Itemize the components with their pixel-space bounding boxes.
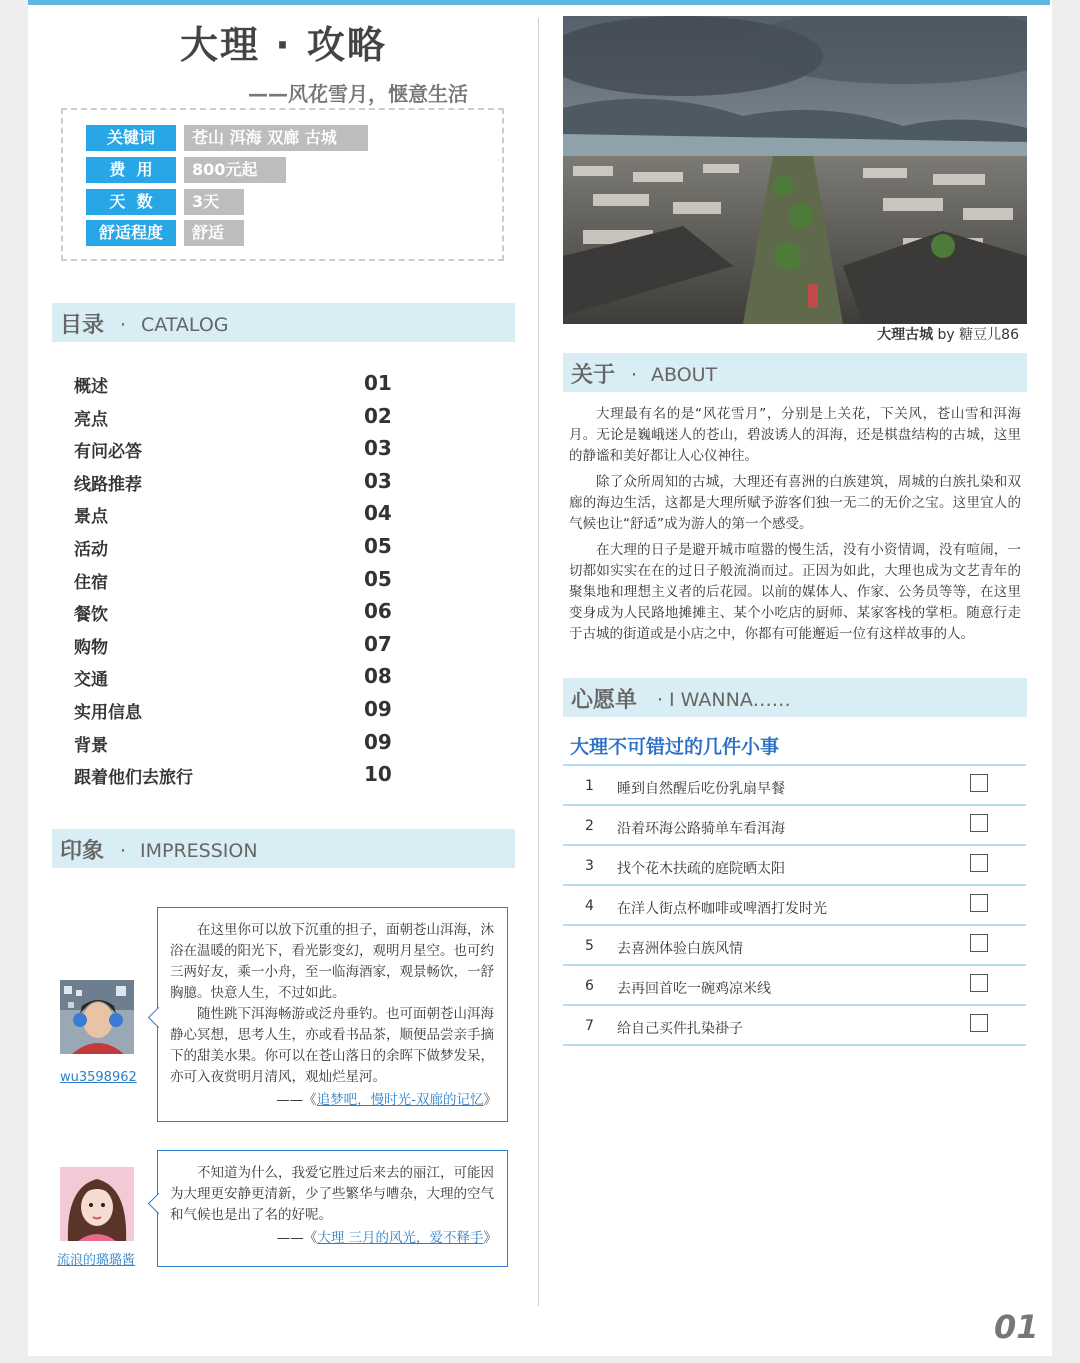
wishlist-row-number: 4	[585, 898, 594, 914]
about-paragraph: 大理最有名的是“风花雪月”，分别是上关花，下关风，苍山雪和洱海月。无论是巍峨迷人的苍山，碧波诱人的洱海，还是棋盘结构的古城，这里的静谧和美好都让人心仪神往。	[569, 406, 1021, 464]
catalog-item[interactable]	[74, 405, 404, 433]
wishlist-checkbox[interactable]	[970, 814, 988, 832]
quote-source-link[interactable]: 追梦吧，慢时光-双廊的记忆	[316, 1092, 484, 1108]
quote-source-suffix: 》	[483, 1092, 497, 1108]
catalog-item[interactable]	[74, 437, 404, 465]
wishlist-row-number: 2	[585, 818, 594, 834]
column-divider	[538, 18, 539, 1306]
about-dot: ·	[631, 364, 638, 386]
catalog-item-page: 07	[364, 631, 392, 656]
quote-text: 随性跳下洱海畅游或泛舟垂钓。也可面朝苍山洱海静心冥想，思考人生，亦或看书品茶，顺便品尝亲手摘下的甜美水果。你可以在苍山落日的余晖下做梦发呆，亦可入夜赏明月清风，观灿烂星河。	[170, 1006, 494, 1085]
wishlist-row-text: 去喜洲体验白族风情	[617, 941, 743, 957]
info-value: 3天	[184, 189, 244, 215]
catalog-item-name: 概述	[74, 377, 108, 397]
wishlist-row-text: 沿着环海公路骑单车看洱海	[617, 821, 785, 837]
catalog-dot: ·	[120, 314, 127, 336]
quote-text: 不知道为什么，我爱它胜过后来去的丽江，可能因为大理更安静更清新，少了些繁华与嘈杂，大理的空气和气候也是出了名的好呢。	[170, 1165, 494, 1223]
wishlist-row-number: 6	[585, 978, 594, 994]
info-key: 天 数	[86, 189, 176, 215]
caption-by: by	[933, 327, 960, 343]
catalog-item-page: 01	[364, 371, 392, 395]
info-row-comfort	[86, 220, 244, 246]
wishlist-row-number: 3	[585, 858, 594, 874]
caption-place: 大理古城	[877, 327, 934, 343]
catalog-item-name: 亮点	[74, 409, 108, 430]
wishlist-title-cn: 心愿单	[571, 688, 638, 713]
wishlist-dot: ·	[657, 689, 664, 711]
wishlist-row-number: 7	[585, 1018, 594, 1034]
about-title-cn: 关于	[571, 363, 616, 388]
info-value: 800元起	[184, 157, 286, 183]
catalog-item-name: 线路推荐	[74, 474, 142, 495]
wishlist-row	[563, 764, 1026, 804]
wishlist-checkbox[interactable]	[970, 974, 988, 992]
top-accent-bar	[28, 0, 1050, 5]
catalog-item-name: 交通	[74, 670, 108, 691]
info-row-cost	[86, 157, 286, 183]
wishlist-row-text: 在洋人街点杯咖啡或啤酒打发时光	[617, 901, 827, 917]
catalog-item[interactable]	[74, 600, 404, 628]
catalog-item[interactable]	[74, 470, 404, 498]
wishlist-heading: 大理不可错过的几件小事	[570, 736, 780, 758]
wishlist-row-text: 给自己买件扎染褂子	[617, 1021, 743, 1037]
wishlist-checkbox[interactable]	[970, 854, 988, 872]
catalog-item-page: 08	[364, 664, 392, 689]
wishlist-checkbox[interactable]	[970, 934, 988, 952]
about-title-en: ABOUT	[651, 364, 718, 386]
quote-source	[170, 1228, 497, 1249]
avatar[interactable]	[60, 980, 134, 1054]
catalog-title-en: CATALOG	[141, 314, 229, 336]
catalog-item-name: 背景	[74, 735, 108, 756]
catalog-item[interactable]	[74, 763, 404, 791]
about-header	[563, 353, 1027, 392]
about-paragraph: 除了众所周知的古城，大理还有喜洲的白族建筑，周城的白族扎染和双廊的海边生活，这都是大理所赋予游客们独一无二的无价之宝。这里宜人的气候也让“舒适”成为游人的第一个感受。	[569, 474, 1021, 532]
info-key: 舒适程度	[86, 220, 176, 246]
catalog-item-page: 09	[364, 729, 392, 754]
impression-title-en: IMPRESSION	[140, 840, 258, 862]
catalog-item-page: 04	[364, 501, 392, 526]
catalog-item[interactable]	[74, 502, 404, 530]
wishlist-row-text: 睡到自然醒后吃份乳扇早餐	[617, 781, 785, 797]
catalog-item-page: 03	[364, 468, 392, 493]
catalog-item-page: 06	[364, 599, 392, 624]
catalog-item[interactable]	[74, 731, 404, 759]
info-key: 费 用	[86, 157, 176, 183]
wishlist-row	[563, 884, 1026, 924]
catalog-item-page: 05	[364, 566, 392, 591]
catalog-item-name: 跟着他们去旅行	[74, 768, 193, 789]
wishlist-checkbox[interactable]	[970, 1014, 988, 1032]
photo-caption	[563, 324, 1019, 344]
quote-source-suffix: 》	[483, 1230, 497, 1246]
wishlist-row	[563, 1004, 1026, 1046]
catalog-item-page: 03	[364, 436, 392, 461]
wishlist-row-text: 找个花木扶疏的庭院晒太阳	[617, 861, 785, 877]
catalog-item[interactable]	[74, 372, 404, 400]
wishlist-title-en: I WANNA……	[669, 689, 791, 711]
username-link[interactable]: 流浪的璐璐酱	[57, 1253, 136, 1268]
info-row-days	[86, 189, 244, 215]
catalog-item-name: 活动	[74, 540, 108, 560]
catalog-item-name: 餐饮	[74, 605, 108, 626]
catalog-item-page: 09	[364, 697, 392, 721]
page-subtitle: ——风花雪月，惬意生活	[248, 82, 468, 106]
wishlist-checkbox[interactable]	[970, 894, 988, 912]
catalog-title-cn: 目录	[60, 313, 105, 338]
wishlist-row-text: 去再回首吃一碗鸡凉米线	[617, 981, 771, 997]
catalog-item[interactable]	[74, 568, 404, 596]
impression-dot: ·	[120, 840, 127, 862]
caption-author: 糖豆儿86	[959, 327, 1019, 343]
catalog-header	[52, 303, 515, 342]
info-value: 苍山 洱海 双廊 古城	[184, 125, 368, 151]
impression-header	[52, 829, 515, 868]
wishlist-row-number: 5	[585, 938, 594, 954]
avatar[interactable]	[60, 1167, 134, 1241]
quote-text: 在这里你可以放下沉重的担子，面朝苍山洱海，沐浴在温暖的阳光下，看光影变幻，观明月星空。也可约三两好友，乘一小舟，至一临海酒家，观景畅饮，一舒胸臆。快意人生，不过如此。	[170, 922, 494, 1001]
quote-source-prefix: ——《	[276, 1230, 318, 1246]
wishlist-row	[563, 964, 1026, 1004]
catalog-item[interactable]	[74, 633, 404, 661]
about-paragraph: 在大理的日子是避开城市喧嚣的慢生活，没有小资情调，没有喧闹，一切都如实实在在的过日子般流淌而过。正因为如此，大理也成为文艺青年的聚集地和理想主义者的后花园。以前的媒体人、作家、公务员等等，在这里变身成为人民路地摊摊主、某个小吃店的厨师、某家客栈的掌柜。随意行走于古城的街道或是小店之中，你都有可能邂逅一位有这样故事的人。	[569, 542, 1021, 642]
catalog-item[interactable]	[74, 665, 404, 693]
wishlist-row	[563, 804, 1026, 844]
catalog-item-name: 购物	[74, 637, 108, 658]
quote-card	[157, 907, 508, 1122]
quote-source-prefix: ——《	[276, 1092, 317, 1108]
wishlist-table	[563, 764, 1026, 1046]
info-key: 关键词	[86, 125, 176, 151]
catalog-item[interactable]	[74, 535, 404, 563]
wishlist-header	[563, 678, 1027, 717]
about-text	[569, 404, 1021, 650]
username-link[interactable]: wu3598962	[60, 1070, 137, 1085]
catalog-item-page: 10	[364, 762, 392, 787]
catalog-item-name: 有问必答	[74, 442, 142, 463]
info-value: 舒适	[184, 220, 244, 246]
impression-title-cn: 印象	[60, 839, 105, 864]
page-title: 大理 · 攻略	[180, 23, 387, 67]
catalog-item[interactable]	[74, 698, 404, 726]
catalog-item-page: 02	[364, 403, 392, 428]
catalog-item-page: 05	[364, 534, 392, 558]
quote-source	[170, 1090, 497, 1111]
info-row-keywords	[86, 125, 368, 151]
wishlist-row	[563, 924, 1026, 964]
page-number: 01	[994, 1308, 1039, 1346]
catalog-item-name: 景点	[74, 507, 108, 528]
wishlist-row-number: 1	[585, 778, 594, 794]
catalog-item-name: 实用信息	[74, 703, 142, 723]
catalog-item-name: 住宿	[74, 572, 108, 593]
wishlist-checkbox[interactable]	[970, 774, 988, 792]
quote-card	[157, 1150, 508, 1267]
quote-source-link[interactable]: 大理 三月的风光，爱不释手	[317, 1230, 484, 1246]
wishlist-row	[563, 844, 1026, 884]
dali-old-town-photo	[563, 16, 1027, 324]
